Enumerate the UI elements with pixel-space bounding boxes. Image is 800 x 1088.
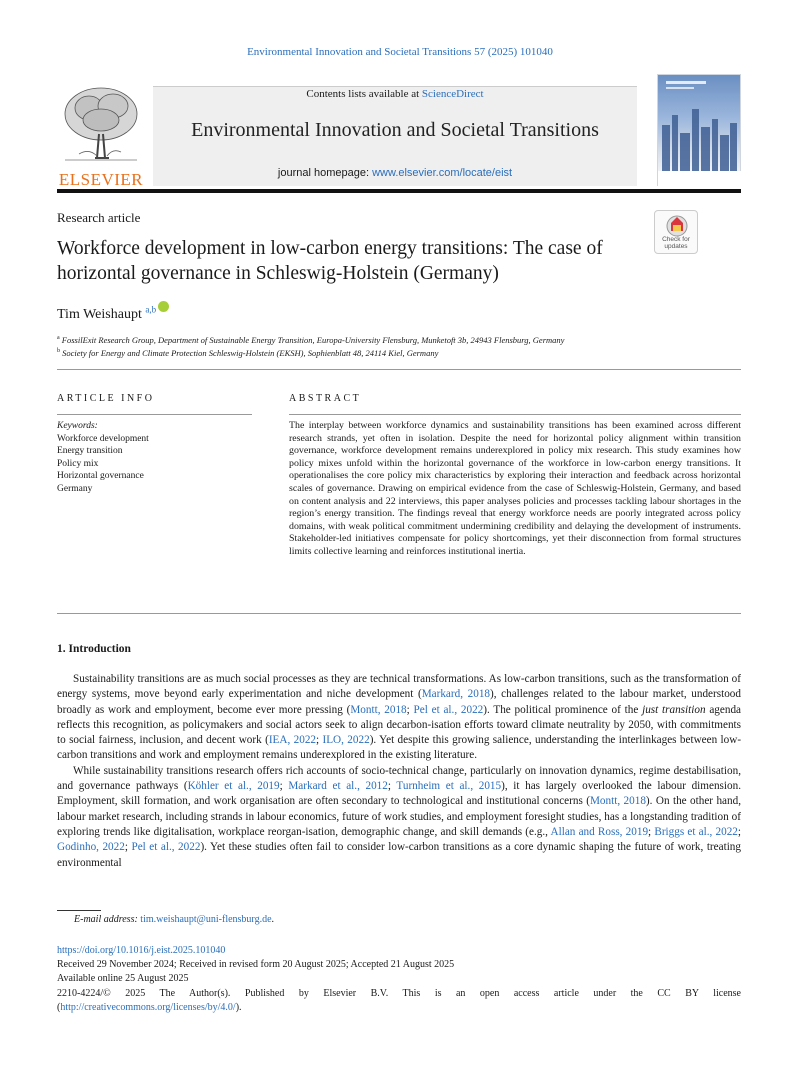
homepage-line — [153, 167, 637, 179]
paragraph-text: ). The political prominence of the — [483, 703, 643, 716]
affiliation-mark: b — [57, 348, 60, 354]
journal-header — [57, 78, 741, 194]
elsevier-logo[interactable] — [57, 84, 145, 188]
keywords-label: Keywords: — [57, 421, 98, 431]
elsevier-tree-icon — [59, 84, 143, 164]
paragraph-text: ; — [648, 825, 655, 838]
paragraph — [57, 672, 741, 764]
affiliation-mark: a — [57, 335, 60, 341]
keyword-item: Workforce development — [57, 433, 149, 444]
article-type: Research article — [57, 210, 141, 225]
paragraph-text: agenda reflects this recognition, as policymakers and social actors seek to align decarbon-isation efforts toward climate neutrality by 2050, with commitments to social fairness, inclusion, and decent work ( — [57, 703, 741, 747]
paragraph-text: ). Yet these studies often fail to consider low-carbon transitions as a core dynamic shaping the future of work, treating environmental — [57, 841, 741, 869]
citation-link[interactable]: Allan and Ross, 2019 — [550, 825, 649, 838]
citation-link[interactable]: Markard et al., 2012 — [288, 780, 388, 793]
license-url-line — [57, 1001, 741, 1015]
affiliation-b — [57, 345, 747, 359]
paragraph-text: ; — [387, 780, 397, 793]
keyword-item: Horizontal governance — [57, 471, 144, 482]
keyword-item: Energy transition — [57, 446, 123, 457]
available-online: Available online 25 August 2025 — [57, 973, 189, 985]
orcid-icon[interactable] — [158, 301, 169, 312]
paragraph-text: ; — [279, 780, 289, 793]
citation-link[interactable]: IEA, 2022 — [268, 734, 317, 747]
paren: ). — [235, 1001, 242, 1013]
keywords-block — [57, 420, 252, 496]
paragraph-text: ; — [124, 841, 132, 854]
paragraph-text: ; — [316, 734, 323, 747]
footnote-rule — [57, 910, 101, 911]
article-title: Workforce development in low-carbon energy transitions: The case of horizontal governance in Schleswig-Holstein (Germany) — [57, 238, 603, 284]
affiliation-text: FossilExit Research Group, Department of Sustainable Energy Transition, Europa-University Flensburg, Munketoft 3b, 24943 Flensburg, Germany — [61, 334, 565, 345]
divider — [57, 414, 252, 415]
citation-link[interactable]: Montt, 2018 — [350, 703, 407, 716]
keyword-item: Policy mix — [57, 458, 99, 469]
divider — [57, 369, 741, 370]
journal-cover-image[interactable] — [657, 74, 741, 186]
citation-link[interactable]: Godinho, 2022 — [57, 841, 125, 854]
received-dates: Received 29 November 2024; Received in revised form 20 August 2025; Accepted 21 August 2025 — [57, 959, 455, 971]
citation-link[interactable]: Markard, 2018 — [421, 688, 491, 701]
citation-link[interactable]: Pel et al., 2022 — [131, 841, 201, 854]
abstract-text: The interplay between workforce dynamics and sustainability transitions has been examined across different research strands, yet often in isolation. Despite the need for horizontal policy alignment within transition governance, workforce development remains underexplored in policy mix research. This study examines how policy mixes unfold within the horizontal governance of the workforce in low-carbon energy transitions. It operationalises the core policy mix characteristics by exploring their interaction and feedback across horizontal scales of governance. Drawing on empirical evidence from the case of Schleswig-Holstein, Germany, and based on content analysis and 22 interviews, this paper analyses policies and processes tackling labour shortages in the region’s energy transition. The findings reveal that energy workforce needs are poorly integrated across policy domains, with weak political commitment undermining credibility and delaying the development of instruments. Stakeholder-led initiatives compensate for policy shortcomings, yet their disconnection from formal structures limits collective learning and reinforces institutional inertia. — [289, 420, 741, 557]
footnote-end: . — [271, 914, 275, 925]
license-link[interactable]: http://creativecommons.org/licenses/by/4.0/ — [60, 1001, 236, 1013]
citation-link[interactable]: Köhler et al., 2019 — [187, 780, 280, 793]
license-text: 2210-4224/© 2025 The Author(s). Published by Elsevier B.V. This is an open access article under the CC BY license — [57, 987, 741, 999]
homepage-link[interactable]: www.elsevier.com/locate/eist — [372, 167, 513, 179]
sciencedirect-link[interactable]: ScienceDirect — [421, 88, 484, 100]
paragraph-text: Sustainability transitions are as much social processes as they are technical transformations. As low-carbon transitions, such as the transformation of energy systems, move beyond early experimentation and niche development ( — [57, 673, 741, 701]
citation-link[interactable]: Montt, 2018 — [589, 795, 646, 808]
divider — [57, 613, 741, 614]
journal-citation[interactable]: Environmental Innovation and Societal Transitions 57 (2025) 101040 — [247, 46, 553, 58]
contents-prefix: Contents lists available at — [306, 88, 422, 100]
citation-link[interactable]: Briggs et al., 2022 — [654, 825, 738, 838]
affiliation-text: Society for Energy and Climate Protection Schleswig-Holstein (EKSH), Sophienblatt 48, 24114 Kiel, Germany — [62, 347, 439, 358]
keyword-item: Germany — [57, 483, 93, 494]
paragraph-text: While sustainability transitions research offers rich accounts of socio-technical change, particularly on innovation dynamics, regime destabilisation, and governance pathways ( — [57, 764, 741, 793]
publisher-name: ELSEVIER — [58, 170, 144, 189]
journal-name: Environmental Innovation and Societal Transitions — [191, 119, 599, 141]
paragraph-text: ), it has largely overlooked the labour dimension. Employment, skill formation, and work organisation are often secondary to technological and institutional concerns ( — [57, 780, 741, 808]
doi-link[interactable]: https://doi.org/10.1016/j.eist.2025.101040 — [57, 945, 226, 956]
paragraph-text: ; — [737, 825, 741, 838]
author-line — [57, 301, 169, 323]
paragraph-text: ; — [406, 703, 414, 716]
citation-link[interactable]: Pel et al., 2022 — [413, 703, 484, 716]
footnote-email — [74, 914, 274, 925]
paragraph-text: ). Yet despite this growing salience, understanding the interlinkages between low-carbon transitions and work and employment remains underexplored in the existing literature. — [57, 734, 742, 762]
email-label: E-mail address: — [74, 914, 138, 925]
abstract-heading: ABSTRACT — [289, 393, 362, 404]
section-heading-introduction: 1. Introduction — [57, 643, 131, 655]
author-affiliation-marks[interactable]: a,b — [145, 304, 157, 315]
check-updates-label: Check for updates — [662, 236, 690, 250]
divider — [289, 414, 741, 415]
email-link[interactable]: tim.weishaupt@uni-flensburg.de — [140, 914, 272, 925]
contents-line — [153, 87, 637, 101]
journal-banner — [153, 86, 637, 186]
emphasis-text: just transition — [642, 703, 706, 716]
header-rule — [57, 189, 741, 193]
cover-art-icon — [658, 75, 742, 187]
paragraph — [57, 764, 741, 871]
author-name[interactable]: Tim Weishaupt — [57, 307, 142, 322]
homepage-prefix: journal homepage: — [277, 167, 373, 179]
article-info-heading: ARTICLE INFO — [57, 393, 155, 404]
paren: ( — [57, 1001, 61, 1013]
affiliation-a — [57, 332, 747, 346]
paragraph-text: ), challenges related to the labour market, understood broadly as work and employment, become ever more pressing ( — [57, 688, 741, 716]
check-for-updates-button[interactable] — [654, 210, 698, 254]
citation-link[interactable]: Turnheim et al., 2015 — [396, 780, 502, 793]
citation-link[interactable]: ILO, 2022 — [322, 734, 370, 747]
publication-info — [57, 944, 741, 1015]
paragraph-text: ). On the other hand, labour market research, including strands in labour economics, future of work studies, and employment foresight studies, has a longstanding tradition of exploring trends like digitalisation, workplace reorgan-isation, demographic change, and skill demands (e.g., — [57, 795, 741, 838]
introduction-body — [57, 672, 741, 871]
